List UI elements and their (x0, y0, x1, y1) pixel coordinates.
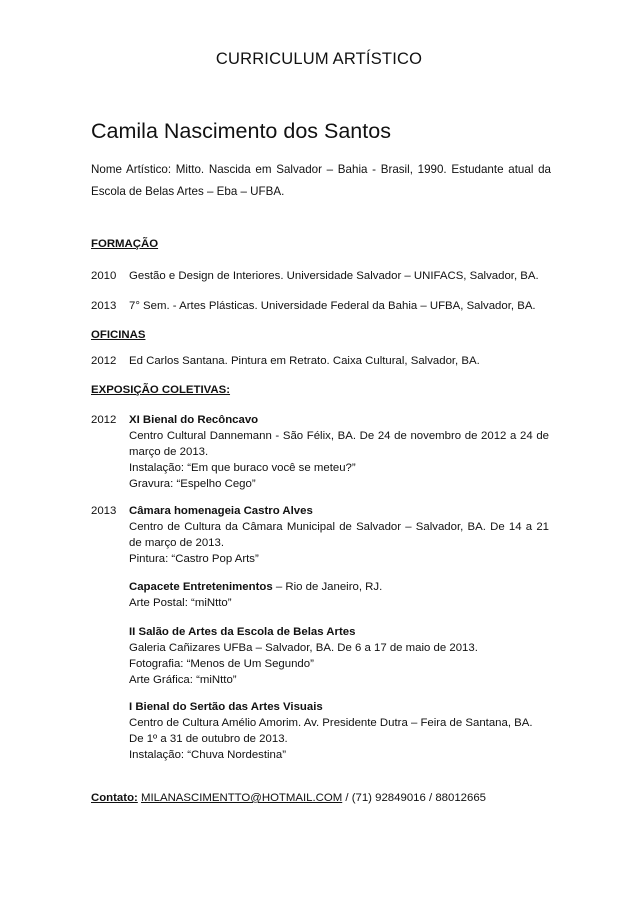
item-text: Ed Carlos Santana. Pintura em Retrato. Caixa Cultural, Salvador, BA. (129, 355, 480, 367)
item-year: 2013 (91, 300, 117, 312)
exhibition-location: – Rio de Janeiro, RJ. (272, 581, 383, 593)
exhibition-work: Fotografia: “Menos de Um Segundo” (129, 658, 314, 670)
contact-line (91, 792, 486, 804)
exhibition-details: Centro de Cultura da Câmara Municipal de Salvador – Salvador, BA. De 14 a 21 de março de 2013. (129, 521, 549, 549)
exhibition-title: Câmara homenageia Castro Alves (129, 505, 313, 517)
exhibition-title: I Bienal do Sertão das Artes Visuais (129, 701, 323, 713)
exhibition-work: Instalação: “Em que buraco você se meteu?” (129, 462, 356, 474)
contact-label: Contato: (91, 792, 138, 804)
exhibition-bienal-reconcavo (129, 412, 549, 492)
exhibition-title: XI Bienal do Recôncavo (129, 414, 259, 426)
section-heading-exposicoes: EXPOSIÇÃO COLETIVAS: (91, 384, 231, 396)
item-year: 2012 (91, 414, 117, 426)
section-heading-formacao: FORMAÇÃO (91, 238, 159, 250)
exhibition-work: Arte Postal: “miNtto” (129, 597, 232, 609)
exhibition-camara-castro-alves (129, 503, 549, 567)
item-text: 7° Sem. - Artes Plásticas. Universidade Federal da Bahia – UFBA, Salvador, BA. (129, 300, 536, 312)
exhibition-salao-belas-artes (129, 624, 549, 688)
exhibition-work: Pintura: “Castro Pop Arts” (129, 553, 259, 565)
exhibition-title: Capacete Entretenimentos (129, 581, 273, 593)
exhibition-bienal-sertao (129, 699, 549, 763)
exhibition-dates: De 1º a 31 de outubro de 2013. (129, 733, 288, 745)
exhibition-work: Instalação: “Chuva Nordestina” (129, 749, 287, 761)
exhibition-work: Arte Gráfica: “miNtto” (129, 674, 237, 686)
exhibition-work: Gravura: “Espelho Cego” (129, 478, 256, 490)
item-text: Gestão e Design de Interiores. Universidade Salvador – UNIFACS, Salvador, BA. (129, 270, 539, 282)
exhibition-capacete (129, 579, 549, 611)
document-title: CURRICULUM ARTÍSTICO (215, 50, 423, 68)
item-year: 2010 (91, 270, 117, 282)
item-year: 2012 (91, 355, 117, 367)
contact-phones: (71) 92849016 / 88012665 (351, 792, 486, 804)
section-heading-oficinas: OFICINAS (91, 329, 146, 341)
artist-name: Camila Nascimento dos Santos (91, 119, 391, 143)
exhibition-details: Centro Cultural Dannemann - São Félix, BA. De 24 de novembro de 2012 a 24 de março de 2013. (129, 430, 549, 458)
exhibition-details: Centro de Cultura Amélio Amorim. Av. Presidente Dutra – Feira de Santana, BA. (129, 717, 533, 729)
contact-email-link[interactable]: MILANASCIMENTTO@HOTMAIL.COM (141, 792, 343, 804)
contact-separator: / (342, 792, 352, 804)
exhibition-details: Galeria Cañizares UFBa – Salvador, BA. De 6 a 17 de maio de 2013. (129, 642, 478, 654)
item-year: 2013 (91, 505, 117, 517)
intro-paragraph: Nome Artístico: Mitto. Nascida em Salvador – Bahia - Brasil, 1990. Estudante atual da Escola de Belas Artes – Eba – UFBA. (91, 163, 551, 198)
exhibition-title-line (129, 579, 549, 595)
exhibition-title: II Salão de Artes da Escola de Belas Artes (129, 626, 356, 638)
